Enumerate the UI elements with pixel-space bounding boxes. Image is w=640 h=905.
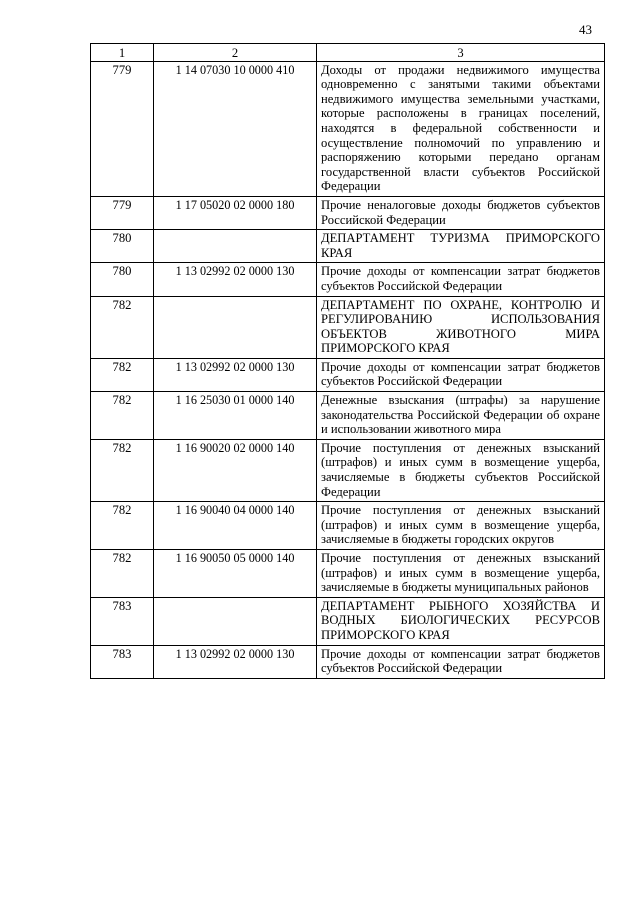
- budget-classification-code-cell: 1 16 90040 04 0000 140: [154, 502, 317, 550]
- budget-classification-code-cell: [154, 597, 317, 645]
- admin-code-cell: 783: [91, 645, 154, 678]
- table-row: [91, 597, 605, 645]
- table-row: [91, 230, 605, 263]
- revenue-name-cell: Прочие поступления от денежных взысканий (штрафов) и иных сумм в возмещение ущерба, зачисляемые в бюджеты субъектов Российской Федерации: [317, 439, 605, 501]
- admin-code-cell: 779: [91, 61, 154, 196]
- admin-code-cell: 782: [91, 296, 154, 358]
- budget-classification-code-cell: 1 13 02992 02 0000 130: [154, 263, 317, 296]
- table-body: [91, 61, 605, 678]
- department-name-cell: ДЕПАРТАМЕНТ РЫБНОГО ХОЗЯЙСТВА И ВОДНЫХ БИОЛОГИЧЕСКИХ РЕСУРСОВ ПРИМОРСКОГО КРАЯ: [317, 597, 605, 645]
- revenue-name-cell: Прочие доходы от компенсации затрат бюджетов субъектов Российской Федерации: [317, 358, 605, 391]
- admin-code-cell: 779: [91, 196, 154, 229]
- revenue-name-cell: Денежные взыскания (штрафы) за нарушение законодательства Российской Федерации об охране и использовании животного мира: [317, 392, 605, 440]
- column-header-2: 2: [154, 44, 317, 62]
- admin-code-cell: 782: [91, 439, 154, 501]
- column-header-1: 1: [91, 44, 154, 62]
- admin-code-cell: 783: [91, 597, 154, 645]
- budget-classification-code-cell: [154, 296, 317, 358]
- revenue-name-cell: Прочие доходы от компенсации затрат бюджетов субъектов Российской Федерации: [317, 645, 605, 678]
- table-row: [91, 296, 605, 358]
- table-row: [91, 392, 605, 440]
- table-row: [91, 358, 605, 391]
- column-header-3: 3: [317, 44, 605, 62]
- budget-classification-code-cell: 1 17 05020 02 0000 180: [154, 196, 317, 229]
- table-row: [91, 61, 605, 196]
- admin-code-cell: 782: [91, 502, 154, 550]
- table-row: [91, 502, 605, 550]
- budget-classification-code-cell: 1 16 90050 05 0000 140: [154, 550, 317, 598]
- table-row: [91, 550, 605, 598]
- admin-code-cell: 782: [91, 550, 154, 598]
- page-number: 43: [579, 22, 592, 37]
- table-header-row: [91, 44, 605, 62]
- budget-classification-code-cell: 1 13 02992 02 0000 130: [154, 645, 317, 678]
- department-name-cell: ДЕПАРТАМЕНТ ПО ОХРАНЕ, КОНТРОЛЮ И РЕГУЛИРОВАНИЮ ИСПОЛЬЗОВАНИЯ ОБЪЕКТОВ ЖИВОТНОГО МИРА ПРИМОРСКОГО КРАЯ: [317, 296, 605, 358]
- admin-code-cell: 782: [91, 392, 154, 440]
- budget-classification-code-cell: 1 16 90020 02 0000 140: [154, 439, 317, 501]
- admin-code-cell: 782: [91, 358, 154, 391]
- revenue-name-cell: Прочие доходы от компенсации затрат бюджетов субъектов Российской Федерации: [317, 263, 605, 296]
- department-name-cell: ДЕПАРТАМЕНТ ТУРИЗМА ПРИМОРСКОГО КРАЯ: [317, 230, 605, 263]
- table-row: [91, 645, 605, 678]
- revenue-name-cell: Прочие неналоговые доходы бюджетов субъектов Российской Федерации: [317, 196, 605, 229]
- budget-classification-code-cell: 1 16 25030 01 0000 140: [154, 392, 317, 440]
- revenue-name-cell: Прочие поступления от денежных взысканий (штрафов) и иных сумм в возмещение ущерба, зачисляемые в бюджеты городских округов: [317, 502, 605, 550]
- revenue-codes-table: [90, 43, 605, 679]
- revenue-name-cell: Прочие поступления от денежных взысканий (штрафов) и иных сумм в возмещение ущерба, зачисляемые в бюджеты муниципальных районов: [317, 550, 605, 598]
- table-row: [91, 263, 605, 296]
- admin-code-cell: 780: [91, 230, 154, 263]
- table-row: [91, 196, 605, 229]
- revenue-name-cell: Доходы от продажи недвижимого имущества одновременно с занятыми такими объектами недвижимого имущества земельными участками, которые расположены в границах поселений, находятся в федеральной собственности и осуществление полномочий по управлению и распоряжению которыми передано органам государственной власти субъектов Российской Федерации: [317, 61, 605, 196]
- budget-classification-code-cell: 1 13 02992 02 0000 130: [154, 358, 317, 391]
- budget-classification-code-cell: 1 14 07030 10 0000 410: [154, 61, 317, 196]
- budget-classification-code-cell: [154, 230, 317, 263]
- admin-code-cell: 780: [91, 263, 154, 296]
- table-row: [91, 439, 605, 501]
